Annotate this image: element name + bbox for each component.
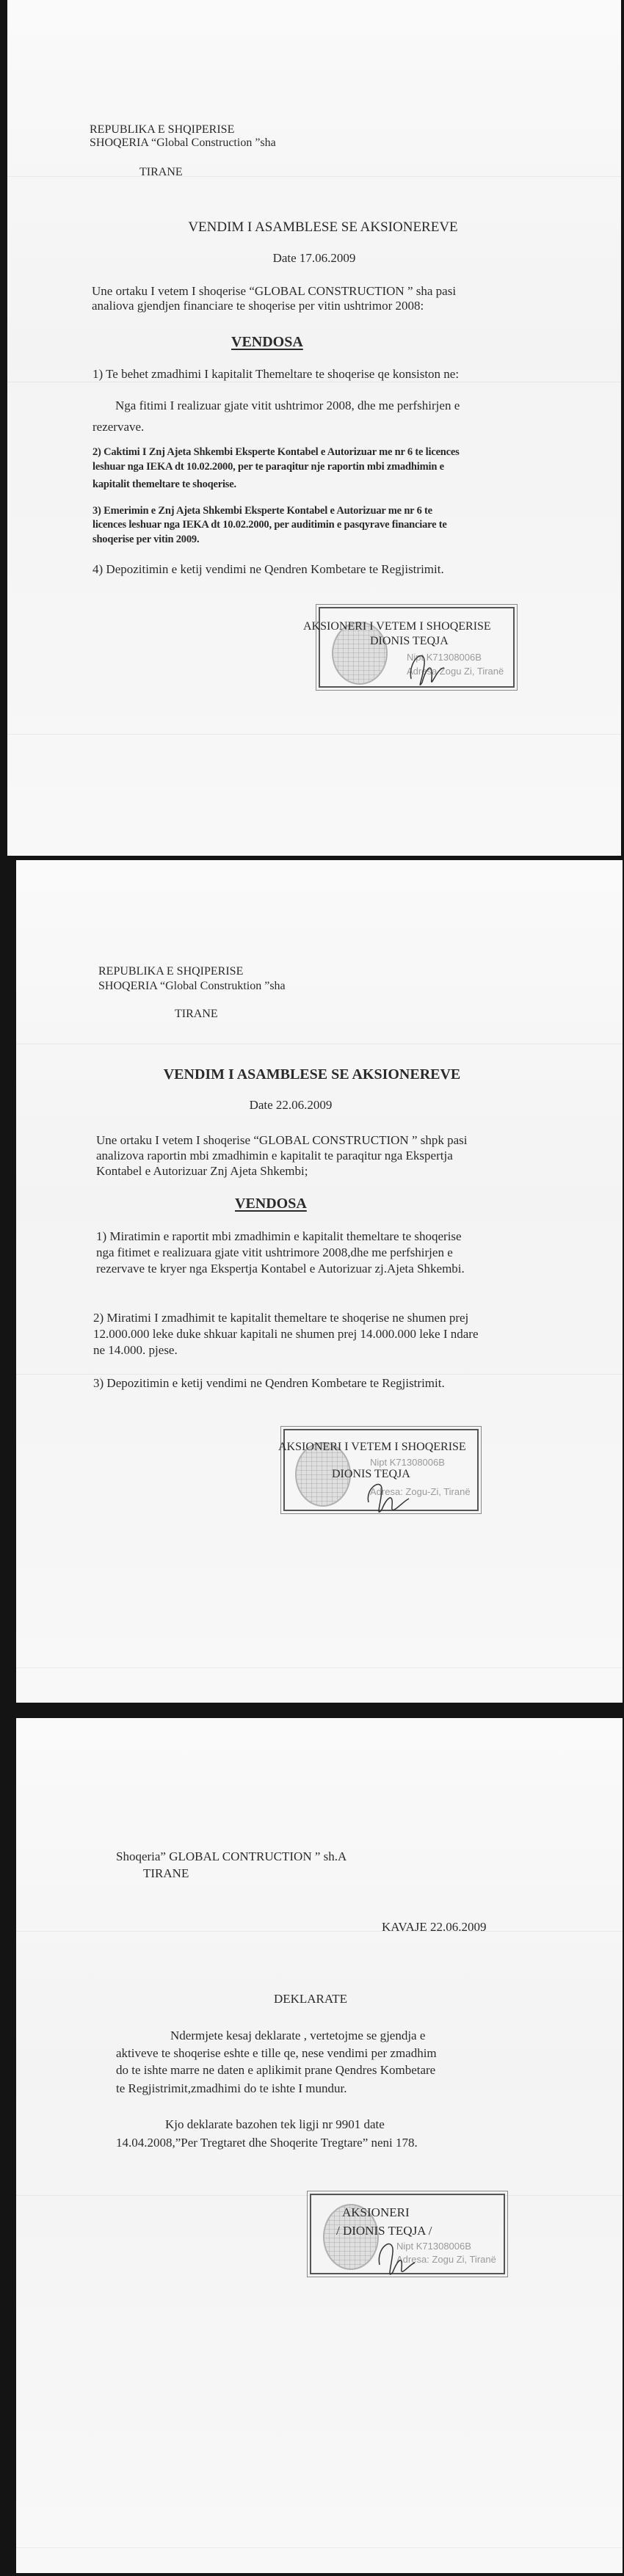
decision-item-2: 2) Caktimi I Znj Ajeta Shkembi Eksperte Kontabel e Autorizuar me nr 6 te licences [92,446,460,458]
header-country: REPUBLIKA E SHQIPERISE [90,123,235,136]
decision-item-1-detail: Nga fitimi I realizuar gjate vitit ushtrimor 2008, dhe me perfshirjen e [115,399,460,412]
intro-line: Kontabel e Autorizuar Znj Ajeta Shkembi; [96,1164,308,1178]
intro-line: Une ortaku I vetem I shoqerise “GLOBAL CONSTRUCTION ” shpk pasi [96,1133,468,1147]
declaration-line: Ndermjete kesaj deklarate , vertetojme se gjendja e [170,2029,426,2042]
decision-item-2: leshuar nga IEKA dt 10.02.2000, per te paraqitur nje raportin mbi zmadhimin e [92,461,444,473]
declaration-line: aktiveve te shoqerise eshte e tille qe, nese vendimi per zmadhim [116,2046,437,2060]
legal-basis-line: 14.04.2008,”Per Tregtaret dhe Shoqerite Tregtare” neni 178. [116,2136,418,2150]
signatory-name: DIONIS TEQJA [332,1468,410,1480]
document-date: Date 17.06.2009 [272,251,356,265]
document-title: DEKLARATE [273,1992,348,2006]
header-city: TIRANE [139,166,183,178]
document-title: VENDIM I ASAMBLESE SE AKSIONEREVE [163,1066,461,1083]
document-date: Date 22.06.2009 [249,1098,333,1112]
intro-line: analiova gjendjen financiare te shoqerise per vitin ushtrimor 2008: [92,299,424,313]
page-1-decision [7,0,621,856]
header-company: Shoqeria” GLOBAL CONTRUCTION ” sh.A [116,1849,347,1863]
decision-item-2: 12.000.000 leke duke shkuar kapitali ne shumen prej 14.000.000 leke I ndare [93,1327,479,1341]
decision-item-1: 1) Te behet zmadhimi I kapitalit Themeltare te shoqerise qe konsiston ne: [92,367,460,381]
header-country: REPUBLIKA E SHQIPERISE [98,965,244,978]
signatory-name: DIONIS TEQJA [370,635,449,647]
signature-icon [372,2232,431,2287]
legal-basis-line: Kjo deklarate bazohen tek ligji nr 9901 date [165,2117,385,2131]
stamp-nipt: Nipt K71308006B [396,2241,471,2252]
declaration-line: te Regjistrimit,zmadhimi do te ishte I mundur. [116,2081,347,2095]
header-company: SHOQERIA “Global Construction ”sha [90,137,276,149]
decision-item-2: 2) Miratimi I zmadhimit te kapitalit themeltare te shoqerise ne shumen prej [93,1311,469,1325]
stamp-address: Adresa: Zogu-Zi, Tiranë [370,1486,471,1497]
decision-item-1: rezervave te kryer nga Ekspertja Kontabel e Autorizuar zj.Ajeta Shkembi. [96,1262,465,1276]
declaration-line: do te ishte marre ne daten e aplikimit prane Qendres Kombetare [116,2063,436,2077]
decision-item-3: shoqerise per vitin 2009. [92,534,200,545]
header-city: TIRANE [143,1866,189,1880]
signature-icon [361,1469,427,1524]
decision-item-2: ne 14.000. pjese. [93,1343,178,1357]
decision-item-3: licences leshuar nga IEKA dt 10.02.2000, per auditimin e pasqyrave financiare te [92,519,447,531]
page-3-declaration [16,1718,623,2573]
decision-item-1: 1) Miratimin e raportit mbi zmadhimin e kapitalit themeltare te shoqerise [96,1229,462,1243]
place-date: KAVAJE 22.06.2009 [382,1920,487,1934]
intro-line: Une ortaku I vetem I shoqerise “GLOBAL CONSTRUCTION ” sha pasi [92,284,457,298]
decision-heading: VENDOSA [235,1196,307,1212]
stamp-nipt: Nipt K71308006B [407,652,482,663]
intro-line: analizova raportin mbi zmadhimin e kapitalit te paraqitur nga Ekspertja [96,1149,453,1163]
decision-item-1: nga fitimet e realizuara gjate vitit ushtrimore 2008,dhe me perfshirjen e [96,1245,453,1259]
header-company: SHOQERIA “Global Construktion ”sha [98,980,286,992]
signatory-role: AKSIONERI I VETEM I SHOQERISE [303,620,491,633]
page-2-decision [16,860,623,1703]
stamp-address: Adresa Zogu Zi, Tiranë [407,666,504,677]
signatory-role: AKSIONERI I VETEM I SHOQERISE [278,1441,466,1453]
decision-item-2: kapitalit themeltare te shoqerise. [92,479,236,490]
header-city: TIRANE [175,1008,218,1020]
stamp-address: Adresa: Zogu Zi, Tiranë [396,2254,496,2265]
signatory-name: / DIONIS TEQJA / [336,2224,432,2238]
decision-item-1-detail: rezervave. [92,420,145,434]
decision-item-3: 3) Emerimin e Znj Ajeta Shkembi Eksperte Kontabel e Autorizuar me nr 6 te [92,505,432,517]
decision-heading: VENDOSA [231,334,303,350]
signature-icon [404,638,462,694]
stamp-nipt: Nipt K71308006B [370,1457,445,1468]
decision-item-4: 4) Depozitimin e ketij vendimi ne Qendren Kombetare te Regjistrimit. [92,562,444,576]
signatory-role: AKSIONERI [342,2205,410,2219]
document-title: VENDIM I ASAMBLESE SE AKSIONEREVE [188,219,458,235]
decision-item-3: 3) Depozitimin e ketij vendimi ne Qendren Kombetare te Regjistrimit. [93,1376,445,1390]
